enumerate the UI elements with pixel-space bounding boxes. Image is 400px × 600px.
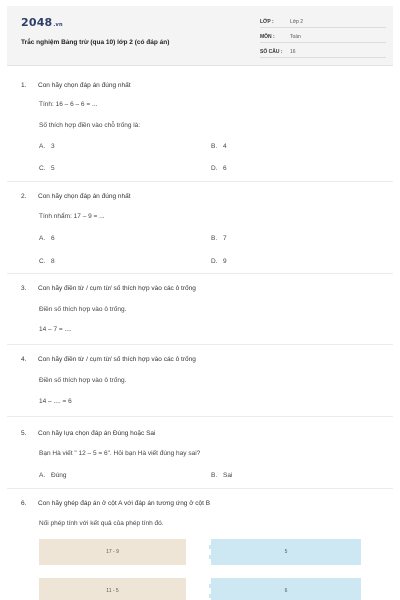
option-a[interactable]: A. Đúng <box>39 472 67 479</box>
question-text: Con hãy lựa chọn đáp án Đúng hoặc Sai <box>38 430 156 437</box>
meta-key: MÔN : <box>260 34 275 40</box>
option-c[interactable]: C. 5 <box>39 165 55 172</box>
question-number: 3. <box>21 285 27 292</box>
divider <box>7 273 393 274</box>
column-a-item[interactable]: 17 - 9 <box>39 539 186 565</box>
option-a[interactable]: A. 3 <box>39 143 55 150</box>
option-d[interactable]: D. 9 <box>211 258 227 265</box>
question-number: 5. <box>21 430 27 437</box>
question-text: Con hãy chọn đáp án đúng nhất <box>38 193 131 200</box>
option-d[interactable]: D. 6 <box>211 165 227 172</box>
column-b-item[interactable]: 5 <box>209 539 361 565</box>
option-b[interactable]: B. 4 <box>211 143 227 150</box>
meta-value: Toán <box>290 34 301 40</box>
meta-subject <box>260 31 386 43</box>
logo[interactable]: 2048.vn <box>21 16 63 29</box>
meta-key: SỐ CÂU : <box>260 49 283 55</box>
option-b[interactable]: B. 7 <box>211 235 227 242</box>
question-line: Số thích hợp điền vào chỗ trống là: <box>39 122 141 129</box>
option-a[interactable]: A. 6 <box>39 235 55 242</box>
option-c[interactable]: C. 8 <box>39 258 55 265</box>
question-text: Con hãy chọn đáp án đúng nhất <box>38 82 131 89</box>
column-b-item[interactable]: 6 <box>209 578 361 600</box>
meta-key: LỚP : <box>260 19 274 25</box>
page-title: Trắc nghiệm Bảng trừ (qua 10) lớp 2 (có đáp án) <box>21 39 170 46</box>
divider <box>7 181 393 182</box>
question-number: 4. <box>21 356 27 363</box>
question-text: Con hãy điền từ / cụm từ/ số thích hợp vào các ô trống <box>38 285 196 292</box>
meta-value: 16 <box>290 49 296 55</box>
column-a-item[interactable]: 11 - 5 <box>39 578 186 600</box>
divider <box>7 416 393 417</box>
question-number: 6. <box>21 500 27 507</box>
divider <box>7 344 393 345</box>
question-text: Con hãy điền từ / cụm từ/ số thích hợp vào các ô trống <box>38 356 196 363</box>
question-line: Bạn Hà viết " 12 – 5 = 6". Hỏi bạn Hà viết đúng hay sai? <box>39 450 201 457</box>
question-line: Tính: 16 – 6 – 6 = ... <box>39 101 98 108</box>
question-number: 1. <box>21 82 27 89</box>
answer-blank[interactable]: 14 – 7 = .... <box>39 326 72 333</box>
divider <box>7 488 393 489</box>
question-text: Con hãy ghép đáp án ở cột A với đáp án tương ứng ở cột B <box>38 500 211 507</box>
question-line: Nối phép tính với kết quả của phép tính đó. <box>39 520 164 527</box>
meta-value: Lớp 2 <box>290 19 304 25</box>
meta-class <box>260 16 386 28</box>
question-line: Điền số thích hợp vào ô trống. <box>39 377 127 384</box>
question-line: Tính nhẩm: 17 – 9 = ... <box>39 213 105 220</box>
meta-question-count <box>260 46 386 58</box>
header <box>7 6 393 66</box>
question-number: 2. <box>21 193 27 200</box>
answer-blank[interactable]: 14 – .... = 6 <box>39 398 72 405</box>
option-b[interactable]: B. Sai <box>211 472 233 479</box>
question-line: Điền số thích hợp vào ô trống. <box>39 306 127 313</box>
